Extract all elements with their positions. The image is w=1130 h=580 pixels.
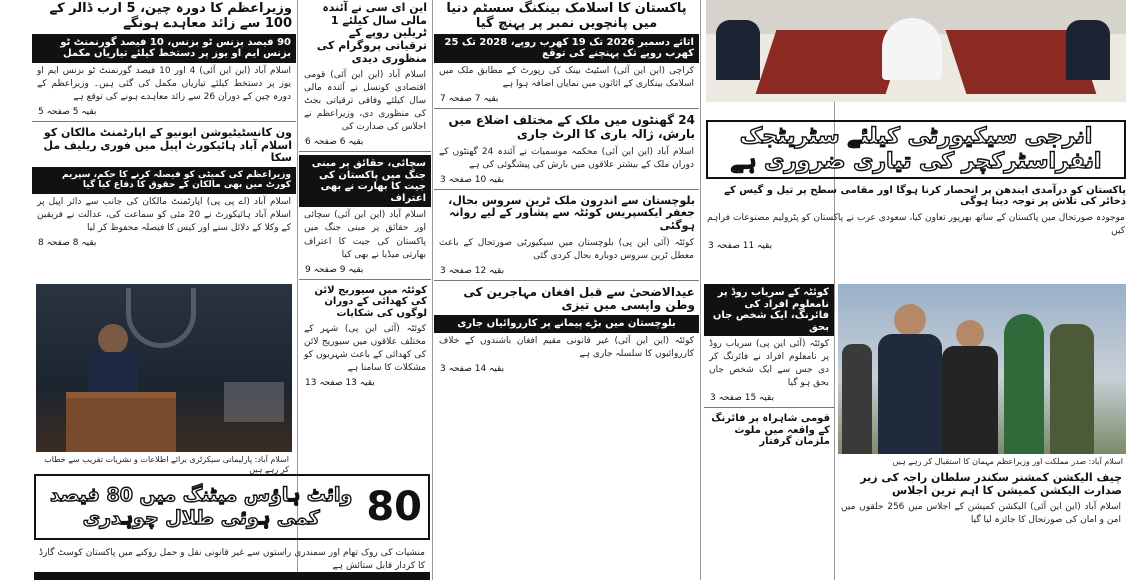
article-body: کراچی (این این آئی) اسٹیٹ بینک کی رپورٹ کے مطابق ملک میں اسلامک بینکاری کے اثاثوں میں نمایاں اضافہ ہوا ہے xyxy=(439,65,694,89)
subheadline: اثاثے دسمبر 2026 تک 19 کھرب روپے، 2028 تک 25 کھرب روپے تک پہنچنے کی توقع xyxy=(434,34,699,63)
banner-headline: انرجی سیکیورٹی کیلئے سٹریٹجک انفراسٹرکچر کی تیاری ضروری ہے xyxy=(706,120,1126,179)
article-body: کوئٹہ (آئی این پی) شہر کے مختلف علاقوں میں سیوریج لائن کی کھدائی کے باعث شہریوں کو مشکلات کا سامنا ہے xyxy=(304,324,426,374)
news-photo xyxy=(36,284,292,452)
column-rule xyxy=(700,0,701,580)
headline: قومی شاہراہ پر فائرنگ کے واقعہ میں ملوث ملزمان گرفتار xyxy=(711,413,830,448)
continued-label: بقیہ 11 صفحہ 3 xyxy=(708,240,773,251)
article-body: کوئٹہ (این این آئی) غیر قانونی مقیم افغان باشندوں کے خلاف کارروائیوں کا سلسلہ جاری ہے xyxy=(439,335,694,359)
flower-arrangement xyxy=(882,18,942,80)
headline: کوئٹہ کے سریاب روڈ پر نامعلوم افراد کی فائرنگ، ایک شخص جاں بحق xyxy=(704,284,834,336)
bottom-bar xyxy=(34,572,430,580)
podium xyxy=(66,392,176,452)
photo-caption: اسلام آباد: پارلیمانی سیکرٹری برائے اطلاعات و نشریات تقریب سے خطاب کر رہے ہیں xyxy=(44,455,289,475)
speaker-head xyxy=(98,324,128,354)
article-body: منشیات کی روک تھام اور سمندری راستوں سے غیر قانونی نقل و حمل روکنے میں پاکستان کوسٹ گارڈ کا کردار قابل ستائش ہے xyxy=(39,548,425,572)
continued-label: بقیہ 15 صفحہ 3 xyxy=(710,393,775,404)
welcome-photo xyxy=(838,284,1126,454)
continued-label: بقیہ 10 صفحہ 3 xyxy=(440,174,505,185)
article-body: اسلام آباد (اے پی پی) اپارٹمنٹ مالکان کی جانب سے دائر اپیل پر اسلام آباد ہائیکورٹ نے 20 مئی کو سماعت کی، عدالت نے فریقین کے وکلا کے دلائل سنے اور کیس کا فیصلہ محفوظ کر لیا xyxy=(37,196,291,233)
subheadline: وزیراعظم کی کمیٹی کو فیصلہ کرنے کا حکم، سپریم کورٹ میں بھی مالکان کے حقوق کا دفاع کیا گیا xyxy=(32,167,296,194)
headline: ون کانسٹیٹیوشن ایونیو کے اپارٹمنٹ مالکان کو اسلام آباد ہائیکورٹ اپیل میں فوری ریلیف مل سکا xyxy=(43,126,292,165)
continued-label: بقیہ 14 صفحہ 3 xyxy=(440,363,505,374)
article-body: کوئٹہ (آئی این پی) بلوچستان میں سیکیورٹی صورتحال کے باعث معطل ٹرین سروس دوبارہ بحال کردی گئی xyxy=(439,237,694,261)
banner-headline-bottom: 80 وائٹ ہاؤس میٹنگ میں 80 فیصد کمی ہوئی طلال چوہدری xyxy=(34,474,430,540)
continued-label: بقیہ 9 صفحہ 9 xyxy=(305,264,364,275)
subheadline: 90 فیصد بزنس ٹو بزنس، 10 فیصد گورنمنٹ ٹو بزنس ایم او یوز پر دستخط کیلئے تیاریاں مکمل xyxy=(32,34,296,63)
continued-label: بقیہ 13 صفحہ 13 xyxy=(305,378,375,389)
headline: 24 گھنٹوں میں ملک کے مختلف اضلاع میں بارش، ژالہ باری کا الرٹ جاری xyxy=(448,112,695,141)
continued-label: بقیہ 6 صفحہ 6 xyxy=(305,137,364,148)
article-body: اسلام آباد (این این آئی) الیکشن کمیشن کے اجلاس میں 256 حلقوں میں امن و امان کی صورتحال کا جائزہ لیا گیا xyxy=(841,502,1121,526)
continued-label: بقیہ 7 صفحہ 7 xyxy=(440,93,499,104)
article-body: کوئٹہ (آئی این پی) سریاب روڈ پر نامعلوم افراد نے فائرنگ کر دی جس سے ایک شخص جاں بحق ہو گیا xyxy=(709,339,829,389)
banner-number: 80 xyxy=(366,484,422,530)
subheadline: پاکستان کو درآمدی ایندھن پر انحصار کرنا ہوگا اور مقامی سطح پر تیل و گیس کے ذخائر کی تلاش پر توجہ دینا ہوگی xyxy=(724,184,1126,208)
article-body: اسلام آباد (این این آئی) 4 اور 10 فیصد گورنمنٹ ٹو بزنس ایم او یوز پر دستخط کیلئے تیاریاں مکمل کی گئی ہیں۔ وزیراعظم کے دورہ چین کے دوران 26 سے زائد معاہدے ہونے کی توقع ہے xyxy=(37,65,292,102)
continued-label: بقیہ 8 صفحہ 8 xyxy=(38,237,97,248)
article-body: اسلام آباد (این این آئی) قومی اقتصادی کونسل نے آئندہ مالی سال کیلئے وفاقی ترقیاتی بجٹ کی منظوری دی، وزیراعظم نے اجلاس کی صدارت کی xyxy=(304,70,426,133)
continued-label: بقیہ 12 صفحہ 3 xyxy=(440,265,505,276)
headline: چیف الیکشن کمشنر سکندر سلطان راجہ کی زیر صدارت الیکشن کمیشن کا اہم ترین اجلاس xyxy=(860,471,1122,497)
headline: این ای سی نے آئندہ مالی سال کیلئے 1 ٹریلین روپے کے ترقیاتی پروگرام کی منظوری دیدی xyxy=(316,1,427,65)
column-4-bottom xyxy=(836,470,1126,580)
continued-label: بقیہ 5 صفحہ 5 xyxy=(38,107,97,118)
headline: کوئٹہ میں سیوریج لائن کی کھدائی کے دوران لوگوں کی شکایات xyxy=(314,284,427,319)
headline: عیدالاضحیٰ سے قبل افغان مہاجرین کی وطن واپسی میں تیزی xyxy=(463,284,695,313)
headline: وزیراعظم کا دورہ چین، 5 ارب ڈالر کے 100 سے زائد معاہدے ہونگے xyxy=(49,1,292,31)
column-4-sub xyxy=(704,284,834,580)
article-body: موجودہ صورتحال میں پاکستان کے ساتھ بھرپور تعاون کیا، سعودی عرب نے پاکستان کو پٹرولیم مصنوعات فراہم کیں xyxy=(707,212,1125,236)
subheadline: بلوچستان میں بڑے پیمانے پر کارروائیاں جاری xyxy=(434,315,699,333)
headline: بلوچستان سے اندرون ملک ٹرین سروس بحال، جعفر ایکسپریس کوئٹہ سے پشاور کے لیے روانہ ہوگئی xyxy=(448,193,695,232)
article-body: اسلام آباد (این این آئی) محکمہ موسمیات نے آئندہ 24 گھنٹوں کے دوران ملک کے بیشتر علاقوں میں بارش کی پیشگوئی کی ہے xyxy=(439,146,695,170)
logo-mark xyxy=(126,288,196,348)
column-3 xyxy=(434,0,699,580)
article-body: اسلام آباد (این این آئی) سچائی اور حقائق پر مبنی جنگ میں پاکستان کی جیت کا اعتراف بھارتی میڈیا نے بھی کیا xyxy=(304,210,426,260)
photo-caption: اسلام آباد: صدر مملکت اور وزیراعظم مہمان کا استقبال کر رہے ہیں xyxy=(892,457,1123,466)
column-rule xyxy=(432,0,433,580)
headline: پاکستان کا اسلامک بینکنگ سسٹم دنیا میں پانچویں نمبر پر پہنچ گیا xyxy=(446,1,687,31)
headline: سچائی، حقائق پر مبنی جنگ میں پاکستان کی جیت کا بھارت نے بھی اعتراف xyxy=(299,155,431,207)
column-2 xyxy=(299,0,431,470)
meeting-photo xyxy=(706,0,1126,102)
